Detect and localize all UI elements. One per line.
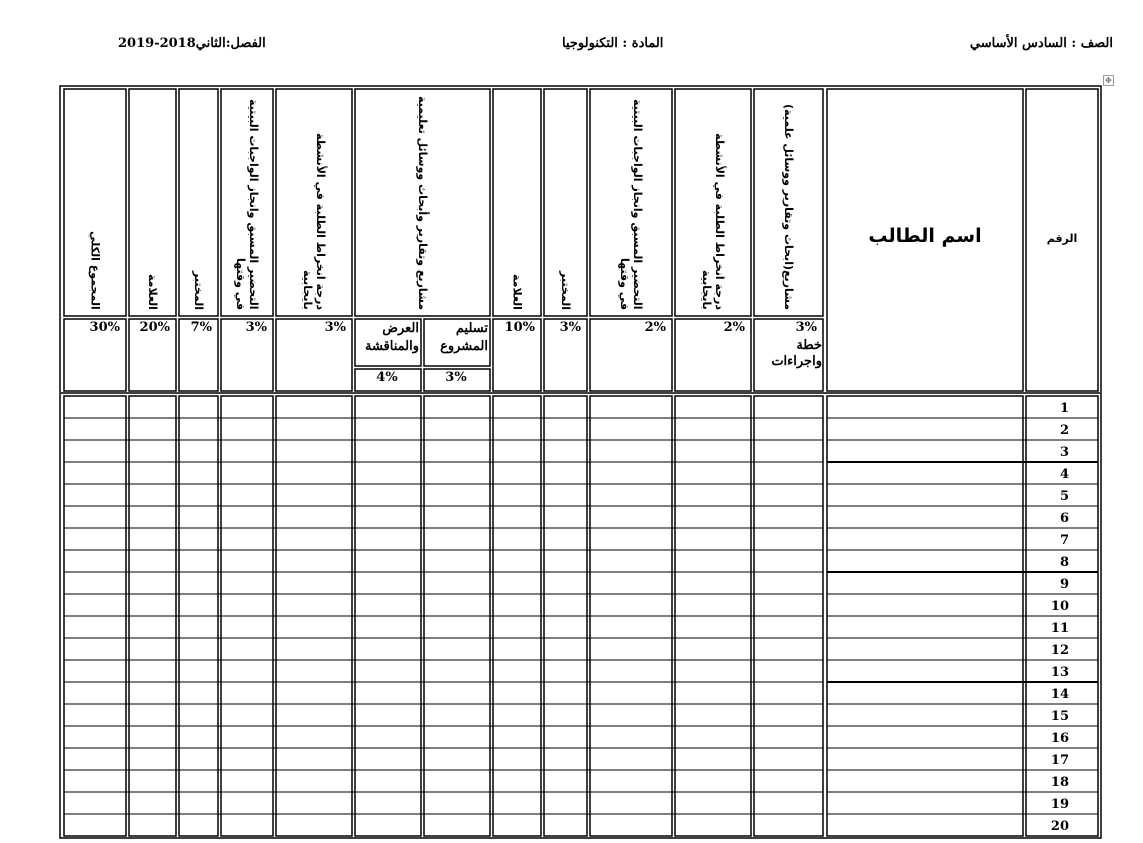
projects-header-1-box <box>756 92 821 314</box>
row-number: 20 <box>1050 819 1069 834</box>
row-number: 1 <box>1059 401 1069 416</box>
projects-header-2-box <box>357 92 488 314</box>
projects-header-1: مشاريع(ابحاث وتقارير ووسائل علمية) <box>782 103 795 310</box>
projects-plan-note: خطة واجراءات <box>771 338 822 369</box>
lab-percent-2-box <box>181 320 212 338</box>
total-percent-box <box>66 320 120 338</box>
table-move-handle-icon[interactable]: ✥ <box>1103 75 1114 86</box>
projects-percent-1-box <box>756 320 817 338</box>
homework-percent-2-box <box>223 320 267 338</box>
student-name-header-box <box>830 225 1020 257</box>
participation-header-1-box <box>677 92 749 314</box>
row-number: 13 <box>1050 665 1069 680</box>
mark-header-2: العلامة <box>146 274 159 310</box>
total-percent: 30% <box>89 320 120 335</box>
project-delivery-percent-box <box>426 370 486 390</box>
present-discuss-label-box <box>357 320 419 364</box>
row-number: 5 <box>1059 489 1069 504</box>
projects-header-2: مشاريع وتقارير وأبحاث ووسائل تعليمية <box>416 95 429 310</box>
row-number: 7 <box>1059 533 1069 548</box>
participation-percent-1: 2% <box>723 320 745 335</box>
row-number: 11 <box>1050 621 1069 636</box>
homework-header-1-box <box>592 92 670 314</box>
row-number: 2 <box>1059 423 1069 438</box>
class-label: الصف : السادس الأساسي <box>969 36 1113 51</box>
homework-percent-1-box <box>592 320 666 338</box>
mark-percent-1-box <box>495 320 535 338</box>
homework-header-1: التحضير المسبق وانجاز الواجبات البيتية في وقتها <box>618 99 644 310</box>
row-number: 3 <box>1059 445 1069 460</box>
projects-plan-note-box <box>756 338 822 388</box>
homework-percent-1: 2% <box>644 320 666 335</box>
total-header-box <box>66 92 124 314</box>
row-number: 12 <box>1050 643 1069 658</box>
row-number: 14 <box>1050 687 1069 702</box>
lab-percent-2: 7% <box>190 320 212 335</box>
present-discuss-percent-box <box>357 370 417 390</box>
lab-header-2: المختبر <box>192 270 205 310</box>
participation-header-2-box <box>278 92 350 314</box>
mark-percent-1: 10% <box>504 320 535 335</box>
participation-header-2: درجة انخراط الطلبة في الأنشطة بايجابية <box>301 132 327 310</box>
lab-header-1: المختبر <box>559 270 572 310</box>
row-number-header-box <box>1028 232 1096 252</box>
homework-header-2: التحضير المسبق وانجاز الواجبات البيتية في وقتها <box>234 99 260 310</box>
row-number: 9 <box>1059 577 1069 592</box>
mark-header-1: العلامة <box>510 274 524 310</box>
subject-label: المادة : التكنولوجيا <box>562 36 664 51</box>
project-delivery-label-box <box>426 320 488 364</box>
participation-percent-1-box <box>677 320 745 338</box>
participation-header-1: درجة انخراط الطلبة في الأنشطة بايجابية <box>700 132 726 310</box>
row-number: 19 <box>1050 797 1069 812</box>
row-number-header: الرقم <box>1046 232 1078 245</box>
total-header: المجموع الكلي <box>88 231 102 310</box>
row-number: 8 <box>1059 555 1069 570</box>
project-delivery-label: تسليم المشروع <box>440 321 488 354</box>
homework-percent-2: 3% <box>245 320 267 335</box>
participation-percent-2: 3% <box>324 320 346 335</box>
student-name-header: اسم الطالب <box>868 225 982 247</box>
lab-header-2-box <box>181 92 216 314</box>
row-number: 4 <box>1059 467 1069 482</box>
lab-percent-1-box <box>546 320 581 338</box>
mark-percent-2-box <box>131 320 170 338</box>
project-delivery-percent: 3% <box>445 370 467 385</box>
participation-percent-2-box <box>278 320 346 338</box>
mark-header-2-box <box>131 92 174 314</box>
row-number: 17 <box>1050 753 1069 768</box>
projects-percent-1: 3% <box>795 320 817 335</box>
mark-percent-2: 20% <box>139 320 170 335</box>
row-number: 15 <box>1050 709 1069 724</box>
lab-header-1-box <box>546 92 585 314</box>
mark-header-1-box <box>495 92 539 314</box>
row-number: 6 <box>1059 511 1069 526</box>
term-label: الفصل:الثاني2018-2019 <box>118 36 266 51</box>
row-number: 18 <box>1050 775 1069 790</box>
homework-header-2-box <box>223 92 271 314</box>
row-number: 16 <box>1050 731 1069 746</box>
present-discuss-label: العرض والمناقشة <box>364 321 419 354</box>
present-discuss-percent: 4% <box>376 370 398 385</box>
row-number: 10 <box>1050 599 1069 614</box>
lab-percent-1: 3% <box>559 320 581 335</box>
